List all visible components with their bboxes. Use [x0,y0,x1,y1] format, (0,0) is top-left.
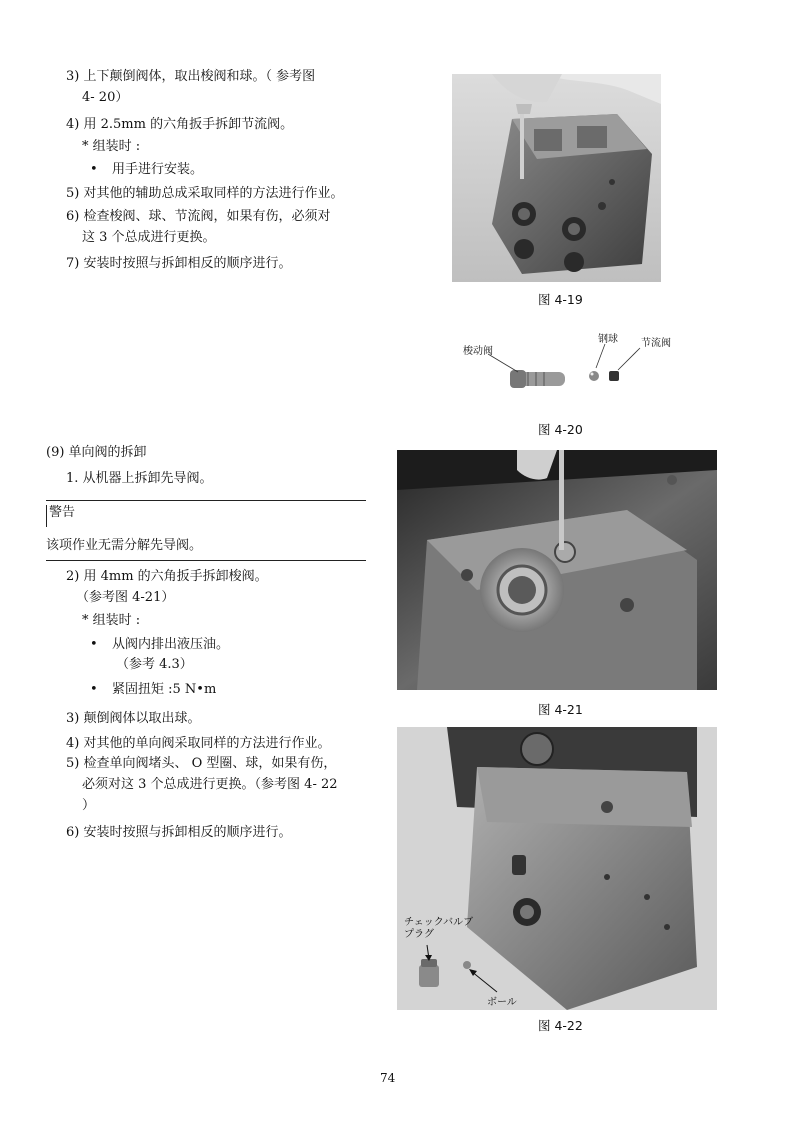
section9-item1-line1: 从阀内排出液压油。 [112,637,230,652]
warning-title: 警告 [49,505,76,520]
figure-4-22-photo [397,727,717,1010]
figure-4-20-caption: 图 4-20 [538,422,583,437]
label-check-valve-plug-line1: チェックバルブ [404,917,474,928]
step5: 5) 对其他的辅助总成采取同样的方法进行作业。 [66,186,344,201]
section9-step2-line2: （参考图 4-21） [76,590,175,605]
label-shuttle-valve: 梭动阀 [463,346,493,357]
step7: 7) 安装时按照与拆卸相反的顺序进行。 [66,256,292,271]
warning-text: 该项作业无需分解先导阀。 [46,538,203,553]
bullet: • [90,162,98,177]
warning-bottom-rule [46,560,366,561]
section9-step6: 6) 安装时按照与拆卸相反的顺序进行。 [66,825,292,840]
section9-step1: 1. 从机器上拆卸先导阀。 [66,471,213,486]
label-check-valve-plug-line2: プラグ [404,929,434,940]
section9-step5-line3: ） [82,798,96,813]
section9-assembly-note: * 组装时 : [82,613,141,628]
step3-line2: 4- 20） [82,90,129,105]
figure-4-19-photo [452,74,661,282]
label-steel-ball: 钢球 [598,334,618,345]
figure-4-21-caption: 图 4-21 [538,702,583,717]
section9-step5-line1: 5) 检查单向阀堵头、 O 型圈、球，如果有伤， [66,756,337,771]
label-ball: ボール [487,997,517,1008]
step6-line2: 这 3 个总成进行更换。 [82,230,216,245]
bullet: • [90,637,98,652]
warning-top-rule [46,500,366,501]
figure-4-22-caption: 图 4-22 [538,1018,583,1033]
warning-side-bar [46,505,47,527]
section9-item2: 紧固扭矩 :5 N•m [112,682,217,697]
section9-heading: (9) 单向阀的拆卸 [46,445,147,460]
label-throttle-valve: 节流阀 [641,338,671,349]
figure-4-19-caption: 图 4-19 [538,292,583,307]
section9-step4: 4) 对其他的单向阀采取同样的方法进行作业。 [66,736,331,751]
section9-step2-line1: 2) 用 4mm 的六角扳手拆卸梭阀。 [66,569,268,584]
page-number: 74 [380,1071,396,1085]
assembly-item: 用手进行安装。 [112,162,204,177]
section9-step3: 3) 颠倒阀体以取出球。 [66,711,201,726]
step4: 4) 用 2.5mm 的六角扳手拆卸节流阀。 [66,117,294,132]
assembly-note: * 组装时 : [82,139,141,154]
section9-item1-line2: （参考 4.3） [116,657,193,672]
step3-line1: 3) 上下颠倒阀体，取出梭阀和球。（ 参考图 [66,69,316,84]
bullet: • [90,682,98,697]
section9-step5-line2: 必须对这 3 个总成进行更换。（参考图 4- 22 [82,777,338,792]
step6-line1: 6) 检查梭阀、球、节流阀，如果有伤，必须对 [66,209,331,224]
figure-4-21-photo [397,450,717,690]
